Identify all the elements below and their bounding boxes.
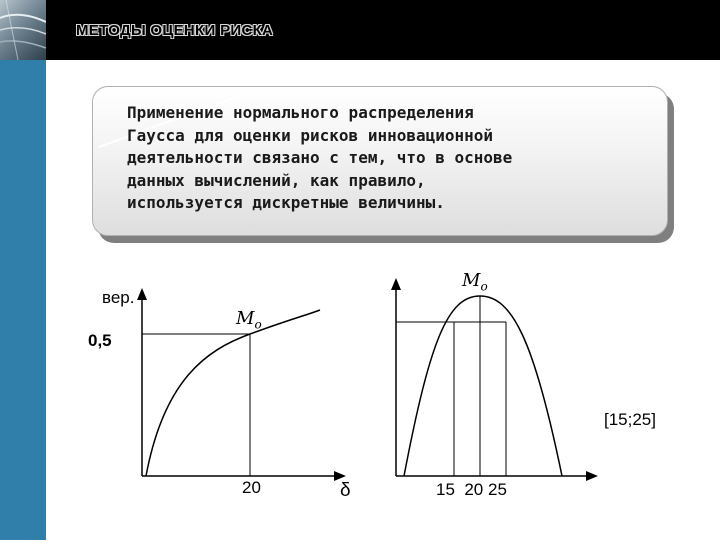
left-x-tick: 20	[242, 478, 261, 497]
right-bell-curve	[404, 296, 562, 476]
left-y-tick: 0,5	[88, 331, 112, 350]
right-peak-label: $М_о$	[462, 270, 488, 294]
right-x-arrow	[586, 471, 598, 481]
slide-title: МЕТОДЫ ОЦЕНКИ РИСКА	[76, 22, 274, 39]
right-interval-label: [15;25]	[604, 410, 656, 429]
callout-text: Применение нормального распределения Гаусса для оценки рисков инновационной деятельности связано с тем, что в основе данных вычислений, как правило, используется дискретные величины.	[127, 103, 513, 212]
left-y-label: вер.	[102, 288, 135, 307]
right-x-ticks: 15 20 25	[436, 480, 507, 499]
left-x-axis-label: δ	[340, 480, 351, 501]
left-curve-label: $М_о$	[236, 308, 262, 332]
right-y-arrow	[391, 278, 401, 290]
